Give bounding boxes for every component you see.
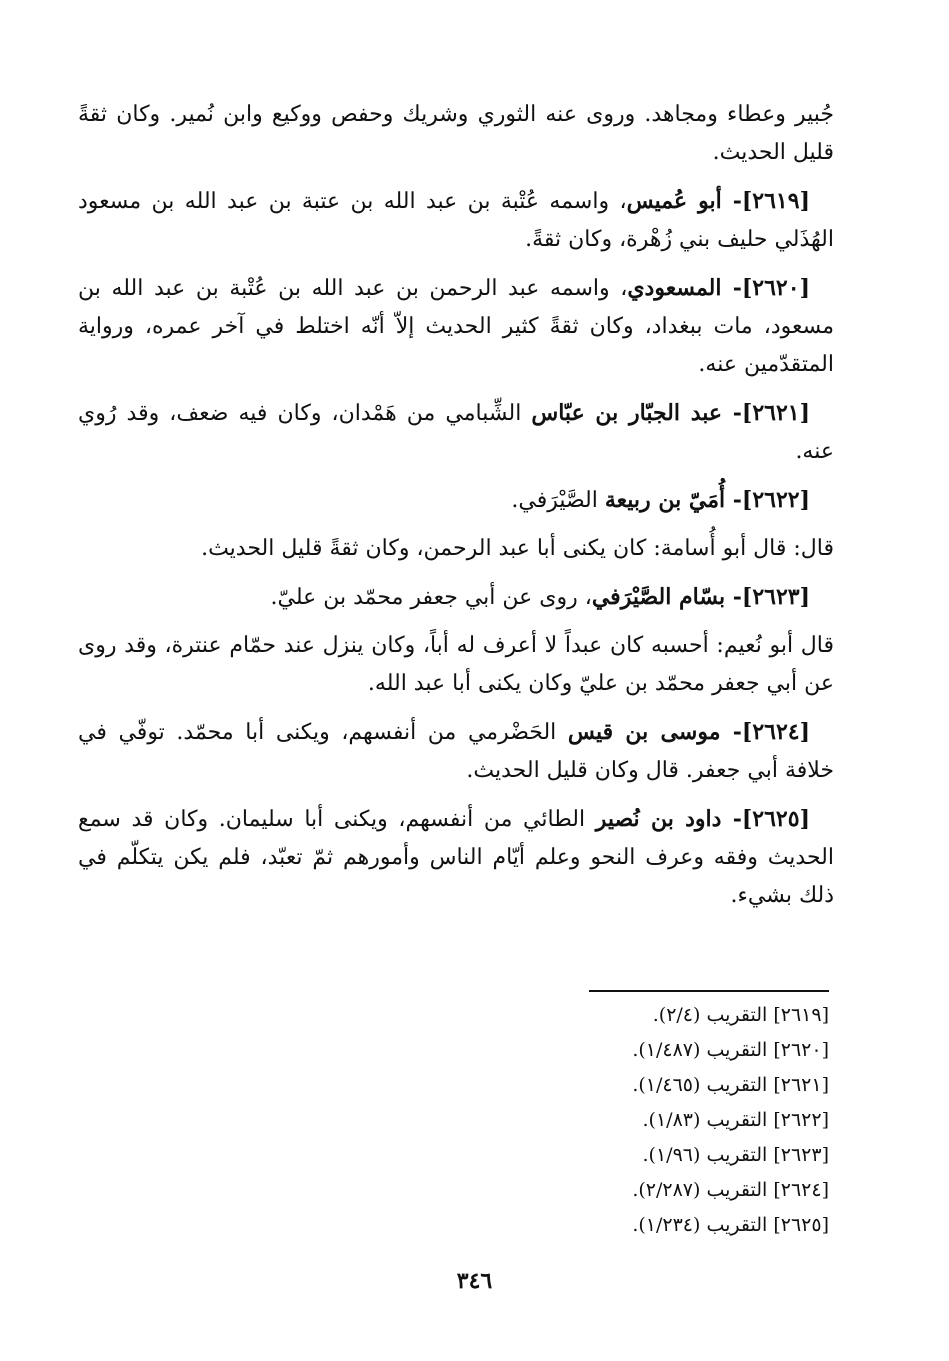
entry-name: - المسعودي <box>627 275 742 301</box>
footnote-2623: [٢٦٢٣] التقريب (١/٩٦). <box>642 1144 829 1166</box>
entry-text: الحَضْرمي من أنفسهم، ويكنى أبا محمّد. توفّي في خلافة أبي جعفر. قال وكان قليل الحديث. <box>78 720 834 783</box>
footnote-2624: [٢٦٢٤] التقريب (٢/٢٨٧). <box>632 1179 829 1201</box>
entry-number: [٢٦١٩] <box>741 188 810 214</box>
entry-text: ، واسمه عُتْبة بن عبد الله بن عتبة بن عبد الله بن مسعود الهُذَلي حليف بني زُهْرة، وكان ثقةً. <box>78 189 834 252</box>
paragraph-text: جُبير وعطاء ومجاهد. وروى عنه الثوري وشريك وحفص ووكيع وابن نُمير. وكان ثقةً قليل الحديث. <box>78 102 834 165</box>
paragraph-6 <box>78 530 834 568</box>
entry-name: - داود بن نُصير <box>595 806 742 832</box>
entry-text: الشِّبامي من هَمْدان، وكان فيه ضعف، وقد رُوي عنه. <box>78 401 834 464</box>
entry-2621 <box>78 394 834 471</box>
entry-name: - موسى بن قيس <box>567 719 742 745</box>
entry-number: [٢٦٢٤] <box>741 719 810 745</box>
entry-2619 <box>78 182 834 259</box>
paragraph-1 <box>78 96 834 172</box>
entry-name: - أُمَيّ بن ربيعة <box>604 487 742 513</box>
paragraph-text: قال: قال أبو أُسامة: كان يكنى أبا عبد الرحمن، وكان ثقةً قليل الحديث. <box>201 536 834 561</box>
footnote-2621: [٢٦٢١] التقريب (١/٤٦٥). <box>632 1074 829 1096</box>
entry-name: - بسّام الصَّيْرَفي <box>591 584 742 610</box>
entry-number: [٢٦٢١] <box>741 400 810 426</box>
entry-2623 <box>78 578 834 617</box>
entry-2625 <box>78 800 834 915</box>
entry-text: ، واسمه عبد الرحمن بن عبد الله بن عُتْبة بن عبد الله بن مسعود، مات ببغداد، وكان ثقةً كثير الحديث إلاّ أنّه اختلط في آخر عمره، ورواية المتقدّمين عنه. <box>78 276 834 377</box>
entry-text: الطائي من أنفسهم، ويكنى أبا سليمان. وكان قد سمع الحديث وفقه وعرف النحو وعلم أيّام الناس وأمورهم ثمّ تعبّد، فلم يكن يتكلّم في ذلك بشيء. <box>78 807 834 908</box>
footnote-2625: [٢٦٢٥] التقريب (١/٢٣٤). <box>632 1214 829 1236</box>
page-number: ٣٤٦ <box>456 1268 493 1294</box>
entry-text: الصَّيْرَفي. <box>511 488 605 513</box>
entry-number: [٢٦٢٢] <box>741 487 810 513</box>
entry-number: [٢٦٢٥] <box>741 806 810 832</box>
entry-number: [٢٦٢٠] <box>741 275 810 301</box>
paragraph-8 <box>78 627 834 703</box>
footnotes <box>569 990 829 1243</box>
entry-name: - عبد الجبّار بن عبّاس <box>531 400 742 426</box>
footnote-divider <box>589 990 829 992</box>
entry-text: ، روى عن أبي جعفر محمّد بن عليّ. <box>270 585 592 610</box>
footnote-2622: [٢٦٢٢] التقريب (١/٨٣). <box>642 1109 829 1131</box>
footnote-2619: [٢٦١٩] التقريب (٢/٤). <box>652 1004 829 1026</box>
entry-number: [٢٦٢٣] <box>741 584 810 610</box>
footnote-2620: [٢٦٢٠] التقريب (١/٤٨٧). <box>632 1039 829 1061</box>
entry-2620 <box>78 269 834 384</box>
entry-2624 <box>78 713 834 790</box>
entry-name: - أبو عُميس <box>626 188 742 214</box>
entry-2622 <box>78 481 834 520</box>
paragraph-text: قال أبو نُعيم: أحسبه كان عبداً لا أعرف له أباً، وكان ينزل عند حمّام عنترة، وقد روى عن أبي جعفر محمّد بن عليّ وكان يكنى أبا عبد الله. <box>78 633 834 696</box>
main-text <box>78 96 834 925</box>
